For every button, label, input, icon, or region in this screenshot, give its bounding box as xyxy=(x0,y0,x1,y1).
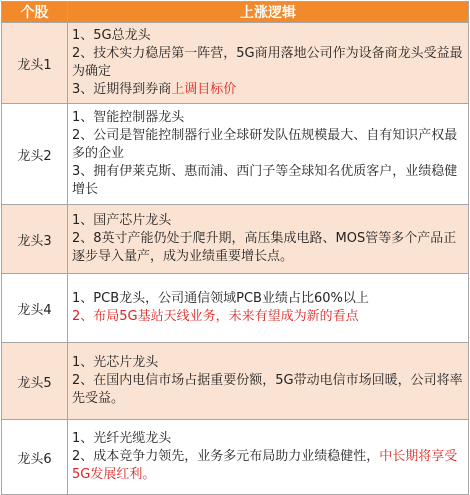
stock-name: 龙头2 xyxy=(2,104,68,205)
logic-text: 1、光纤光缆龙头 xyxy=(72,431,172,446)
logic-text: 3、拥有伊莱克斯、惠而浦、西门子等全球知名优质客户，业绩稳健增长 xyxy=(72,164,458,197)
logic-line xyxy=(72,354,464,372)
logic-line xyxy=(72,109,464,127)
logic-text: 1、5G总龙头 xyxy=(72,28,151,43)
stock-name: 龙头3 xyxy=(2,205,68,274)
logic-text: 1、智能控制器龙头 xyxy=(72,110,185,125)
logic-text: 2、在国内电信市场占据重要份额，5G带动电信市场回暖，公司将率先受益。 xyxy=(72,373,463,406)
logic-line xyxy=(72,372,464,408)
logic-text: 2、技术实力稳居第一阵营，5G商用落地公司作为设备商龙头受益最为确定 xyxy=(72,46,463,79)
logic-text: 2、成本竞争力领先，业务多元布局助力业绩稳健性， xyxy=(72,449,380,464)
logic-line xyxy=(72,27,464,45)
table-header-row xyxy=(2,2,469,23)
logic-text: 2、公司是智能控制器行业全球研发队伍规模最大、自有知识产权最多的企业 xyxy=(72,128,458,161)
logic-highlight: 2、布局5G基站天线业务，未来有望成为新的看点 xyxy=(72,309,359,324)
stock-logic-table xyxy=(1,1,469,495)
stock-name: 龙头6 xyxy=(2,420,68,495)
table-row xyxy=(2,23,469,104)
header-logic: 上涨逻辑 xyxy=(68,2,469,23)
logic-cell xyxy=(68,23,469,104)
logic-text: 1、光芯片龙头 xyxy=(72,355,159,370)
table-row xyxy=(2,343,469,420)
logic-line xyxy=(72,81,464,99)
logic-line xyxy=(72,230,464,266)
logic-text: 1、国产芯片龙头 xyxy=(72,213,172,228)
logic-line xyxy=(72,45,464,81)
header-stock: 个股 xyxy=(2,2,68,23)
stock-name: 龙头5 xyxy=(2,343,68,420)
logic-text: 2、8英寸产能仍处于爬升期，高压集成电路、MOS管等多个产品正逐步导入量产，成为业绩重要增长点。 xyxy=(72,231,457,264)
stock-name: 龙头4 xyxy=(2,274,68,343)
logic-line xyxy=(72,430,464,448)
logic-cell xyxy=(68,343,469,420)
table-row xyxy=(2,205,469,274)
table-row xyxy=(2,274,469,343)
logic-line xyxy=(72,308,464,326)
logic-line xyxy=(72,290,464,308)
logic-line xyxy=(72,163,464,199)
logic-cell xyxy=(68,205,469,274)
logic-line xyxy=(72,448,464,484)
logic-cell xyxy=(68,104,469,205)
logic-cell xyxy=(68,420,469,495)
logic-line xyxy=(72,212,464,230)
logic-highlight: 上调目标价 xyxy=(171,82,237,97)
table-row xyxy=(2,104,469,205)
stock-name: 龙头1 xyxy=(2,23,68,104)
logic-cell xyxy=(68,274,469,343)
logic-highlight: 中长期将享受5G发展红利。 xyxy=(72,449,458,482)
logic-text: 1、PCB龙头，公司通信领域PCB业绩占比60%以上 xyxy=(72,291,369,306)
logic-line xyxy=(72,127,464,163)
stock-table-container xyxy=(1,1,468,484)
logic-text: 3、近期得到券商 xyxy=(72,82,172,97)
table-row xyxy=(2,420,469,495)
